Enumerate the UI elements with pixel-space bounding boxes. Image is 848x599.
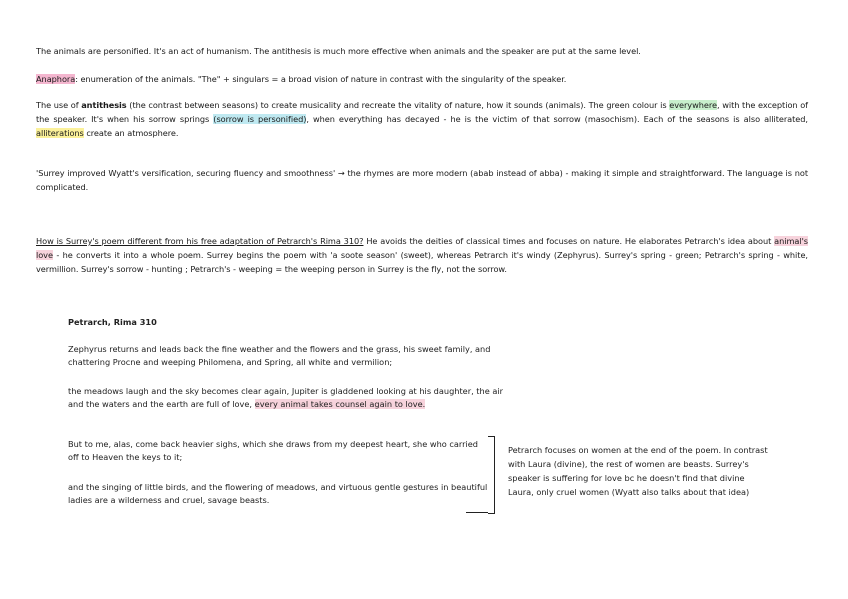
poem-stanza-4: and the singing of little birds, and the flowering of meadows, and virtuous gentle gestures in beautiful ladies are a wilderness and cruel, savage beasts. [68, 482, 488, 505]
highlight-sorrow-personified: (sorrow is personified) [213, 114, 307, 124]
highlight-alliterations: alliterations [36, 128, 84, 138]
paragraph-text: 'Surrey improved Wyatt's versification, securing fluency and smoothness' → the rhymes are more modern (abab instead of abba) - making it simple and straightforward. The language is not complicated. [36, 168, 808, 192]
text-segment: , when everything has decayed - he is the victim of that sorrow (masochism). Each of the seasons is also alliterated, [306, 114, 808, 124]
paragraph-personification [36, 44, 808, 58]
poem-stanza-2 [68, 385, 520, 411]
paragraph-anaphora [36, 72, 808, 86]
text-segment: , with the exception of the speaker. It's when his sorrow springs [36, 100, 808, 124]
poem-title: Petrarch, Rima 310 [68, 317, 157, 327]
text-segment: create an atmosphere. [83, 128, 179, 138]
text-segment: The use of [36, 100, 82, 110]
paragraph-question [36, 234, 808, 276]
poem-stanza-1: Zephyrus returns and leads back the fine weather and the flowers and the grass, his sweet family, and chattering Procne and weeping Philomena, and Spring, all white and vermilion; [68, 344, 491, 367]
text-segment: He avoids the deities of classical times and focuses on nature. He elaborates Petrarch's idea about [363, 236, 775, 246]
anaphora-term: Anaphora [36, 74, 76, 84]
paragraph-antithesis [36, 98, 808, 140]
highlight-animal-counsel: every animal takes counsel again to love. [254, 399, 426, 409]
pointer-line [466, 512, 488, 513]
paragraph-surrey-improved [36, 166, 808, 194]
side-note: Petrarch focuses on women at the end of the poem. In contrast with Laura (divine), the rest of women are beasts. Surrey's speaker is suffering for love bc he doesn't find that divine Laura, only cruel women (Wyatt also talks about that idea) [508, 445, 768, 497]
highlight-everywhere: everywhere [669, 100, 717, 110]
question-text: How is Surrey's poem different from his free adaptation of Petrarch's Rima 310? [36, 236, 364, 246]
text-segment: - he converts it into a whole poem. Surrey begins the poem with 'a soote season' (sweet), whereas Petrarch it's windy (Zephyrus). Surrey's spring - green; Petrarch's spring - white, vermillion. Surrey's sorrow - hunting ; Petrarch's - weeping = the weeping person in Surrey is the fly, not the sorrow. [36, 250, 808, 274]
text-segment: the meadows laugh and the sky becomes clear again, Jupiter is gladdened looking at his daughter, the air and the waters and the earth are full of love, [68, 386, 503, 409]
anaphora-text: : enumeration of the animals. "The" + singulars = a broad vision of nature in contrast with the singularity of the speaker. [75, 74, 567, 84]
poem-stanza-3: But to me, alas, come back heavier sighs, which she draws from my deepest heart, she who carried off to Heaven the keys to it; [68, 439, 478, 462]
paragraph-text: The animals are personified. It's an act of humanism. The antithesis is much more effective when animals and the speaker are put at the same level. [36, 46, 641, 56]
text-segment: (the contrast between seasons) to create musicality and recreate the vitality of nature, how it sounds (animals). The green colour is [126, 100, 670, 110]
bracket-shape [488, 436, 495, 514]
antithesis-term: antithesis [81, 100, 127, 110]
highlight-animals-love: animal's love [36, 236, 809, 260]
